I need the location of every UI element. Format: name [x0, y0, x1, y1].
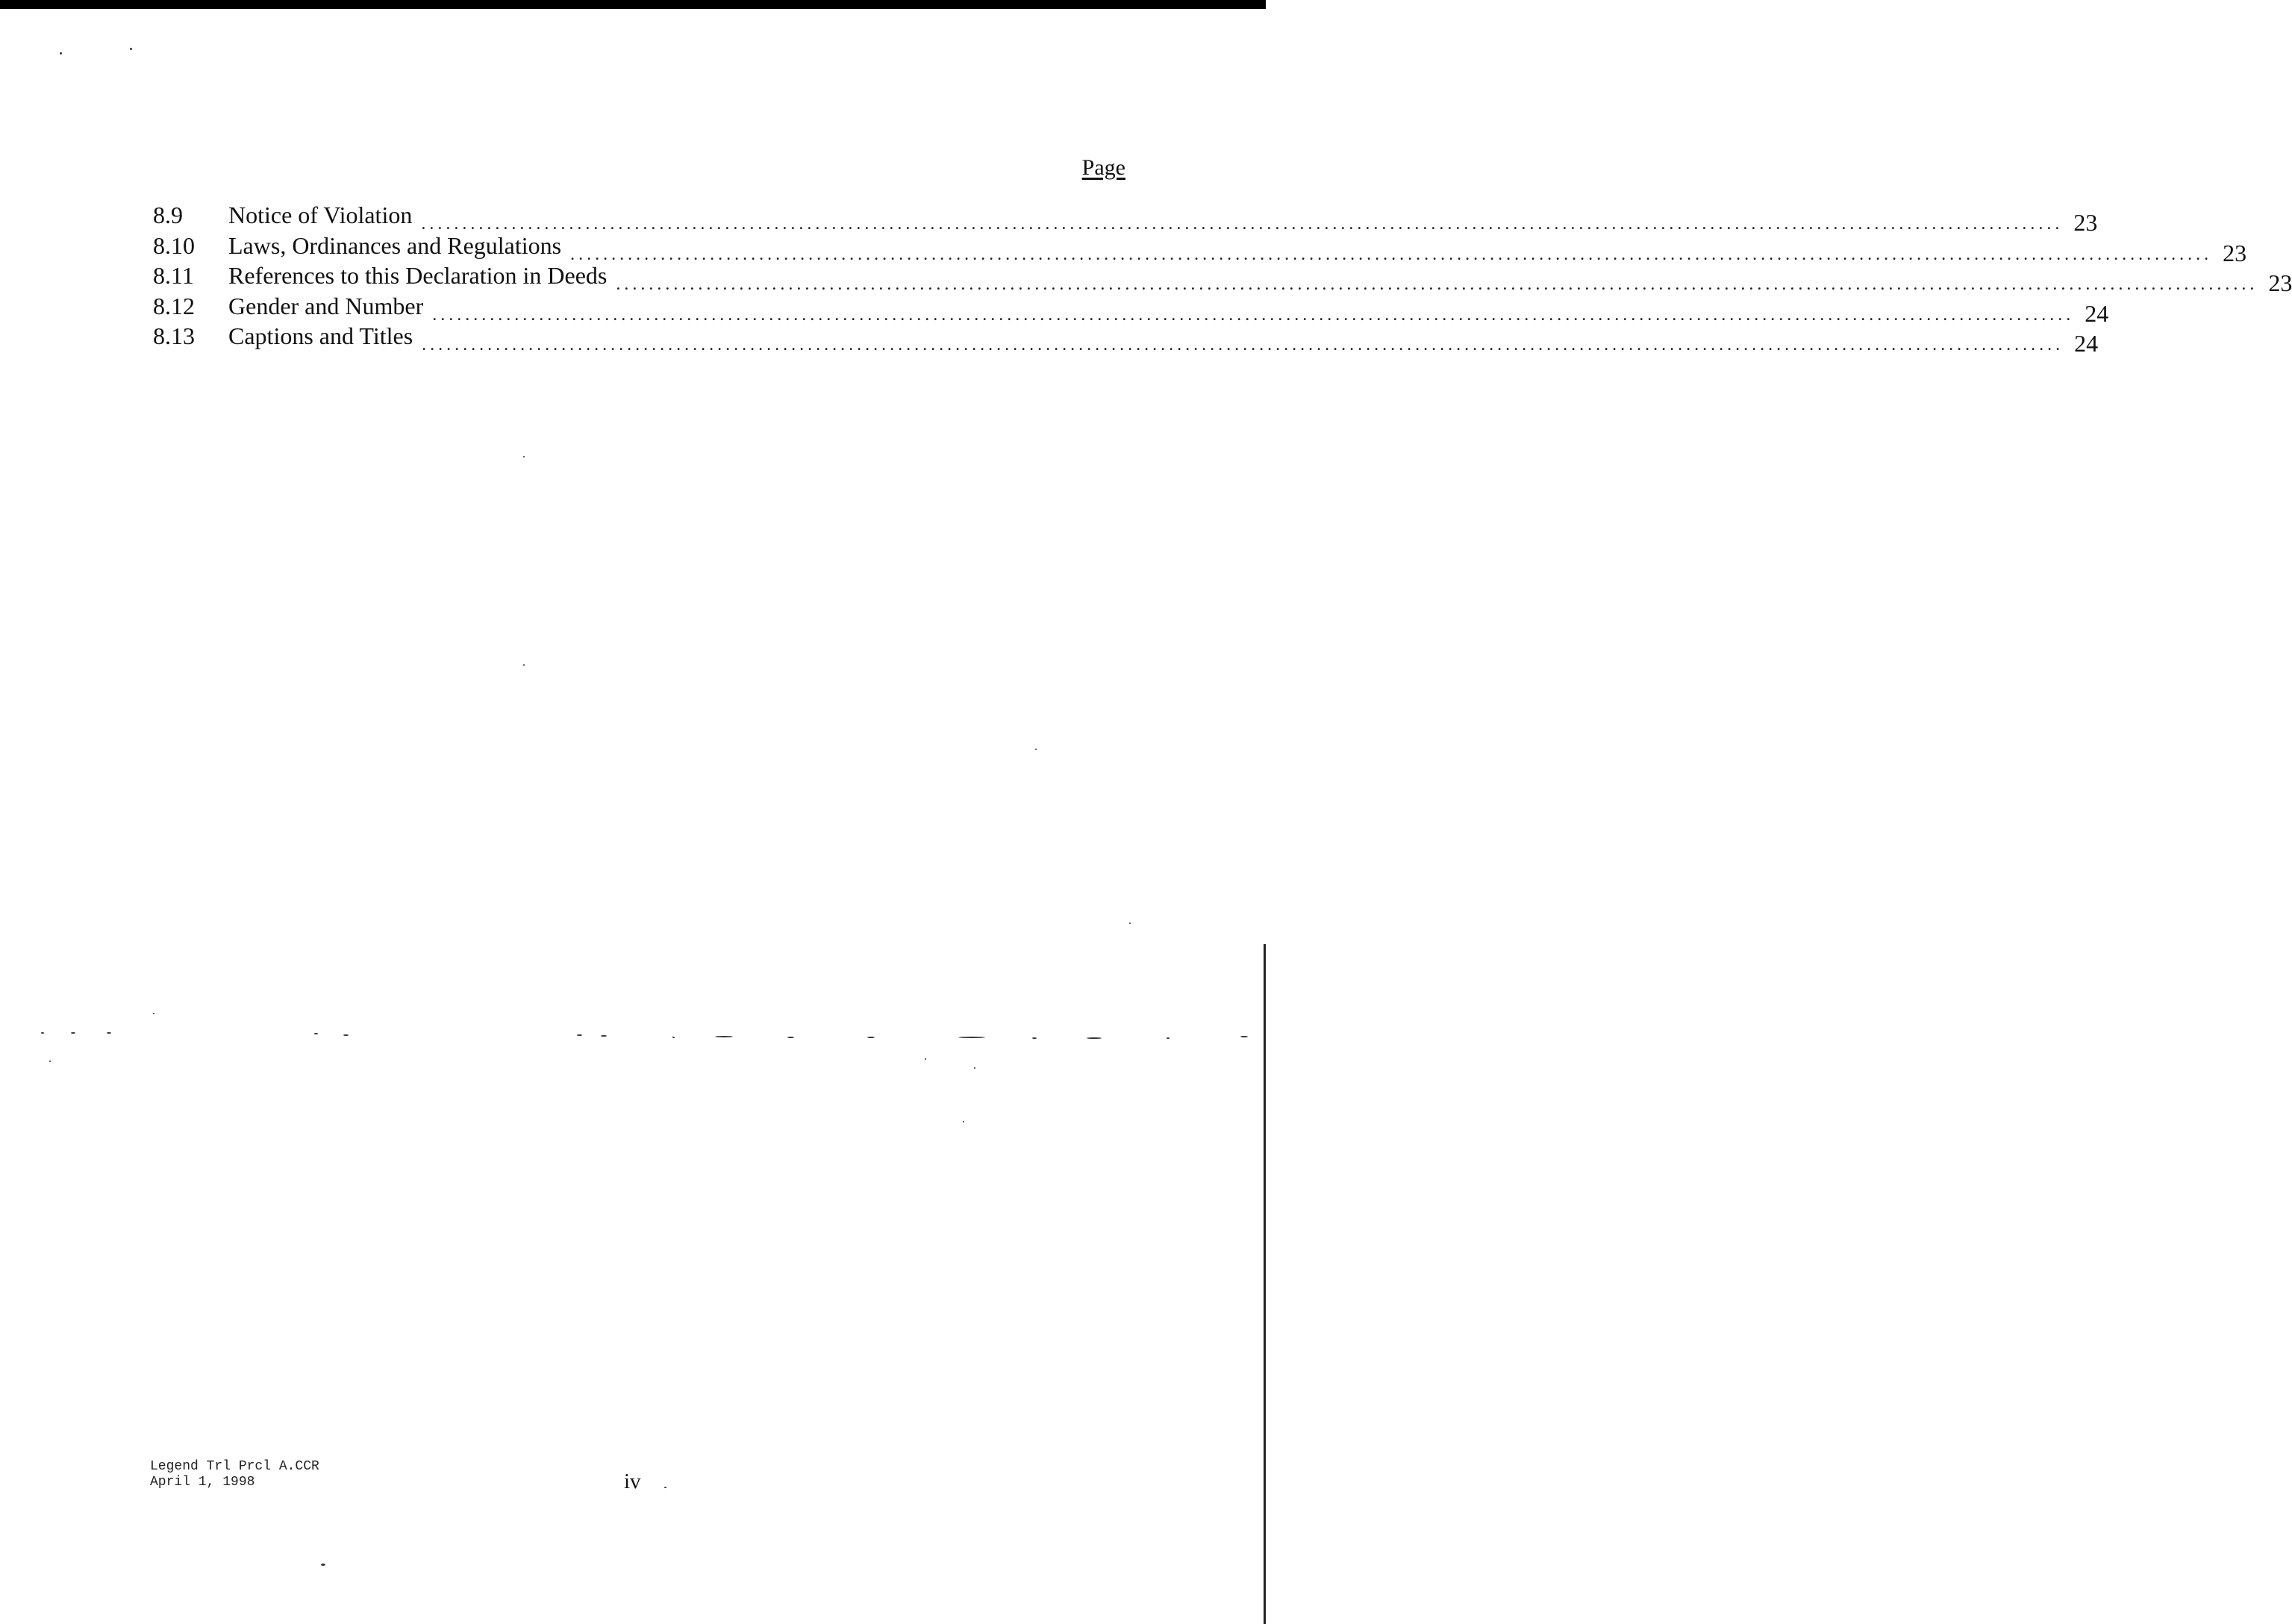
toc-entry-title: References to this Declaration in Deeds — [228, 262, 608, 289]
scan-speck — [130, 48, 132, 50]
table-of-contents — [153, 200, 2292, 357]
scan-speck — [867, 1037, 875, 1038]
scan-speck — [787, 1037, 794, 1038]
scan-speck — [577, 1034, 582, 1036]
toc-page-column-heading: Page — [1081, 155, 1125, 180]
scan-speck — [343, 1034, 349, 1036]
scan-speck — [925, 1058, 926, 1060]
toc-entry-number: 8.12 — [153, 292, 195, 319]
scan-speck — [41, 1032, 44, 1034]
scan-speck — [107, 1032, 111, 1034]
toc-entry-number: 8.10 — [153, 231, 195, 259]
toc-entry-number: 8.9 — [153, 202, 183, 228]
scan-speck — [601, 1035, 607, 1037]
toc-entry-page: 24 — [2085, 299, 2109, 327]
toc-entry-page: 24 — [2074, 330, 2099, 357]
scan-speck — [153, 1013, 154, 1014]
scan-speck — [974, 1067, 975, 1069]
dot-leader: ........................................................................................................................................................................................................ — [616, 275, 2258, 294]
toc-entry-page: 23 — [2268, 269, 2292, 296]
scan-speck — [1035, 749, 1037, 750]
scan-speck — [49, 1061, 51, 1062]
dot-leader: ........................................................................................................................................................................................................ — [421, 214, 2064, 234]
scan-speck — [60, 52, 62, 54]
toc-entry-title: Notice of Violation — [228, 202, 413, 228]
toc-entry-title: Laws, Ordinances and Regulations — [228, 231, 562, 259]
toc-entry-title: Gender and Number — [228, 292, 424, 319]
scan-speck — [1167, 1037, 1170, 1039]
toc-entry[interactable] — [153, 200, 2098, 236]
dot-leader: ........................................................................................................................................................................................................ — [432, 304, 2075, 325]
toc-entry-number: 8.11 — [153, 262, 194, 289]
footer-document-id: Legend Trl Prcl A.CCR — [150, 1459, 319, 1474]
scan-right-edge — [1264, 944, 1266, 1624]
scan-speck — [1129, 922, 1131, 924]
scan-speck — [1032, 1037, 1037, 1039]
scan-speck — [715, 1036, 733, 1037]
scan-speck — [314, 1033, 318, 1034]
toc-entry-number: 8.13 — [153, 322, 195, 349]
scan-speck — [321, 1564, 325, 1566]
toc-entry-title: Captions and Titles — [228, 322, 413, 349]
scan-speck — [664, 1487, 666, 1488]
scan-speck — [958, 1037, 985, 1038]
dot-leader: ........................................................................................................................................................................................................ — [570, 244, 2213, 264]
scan-speck — [672, 1037, 675, 1038]
document-footer — [150, 1459, 319, 1490]
toc-entry-page: 23 — [2223, 239, 2247, 266]
dot-leader: ........................................................................................................................................................................................................ — [422, 335, 2064, 355]
scan-speck — [523, 456, 525, 457]
scan-speck — [1240, 1036, 1248, 1037]
page-number: iv — [624, 1470, 641, 1493]
scan-top-border — [0, 0, 1266, 9]
scan-speck — [963, 1121, 964, 1122]
scan-speck — [71, 1032, 75, 1034]
toc-entry-page: 23 — [2073, 209, 2098, 236]
scan-speck — [1087, 1037, 1102, 1039]
footer-date: April 1, 1998 — [150, 1475, 255, 1490]
scan-speck — [523, 664, 525, 666]
